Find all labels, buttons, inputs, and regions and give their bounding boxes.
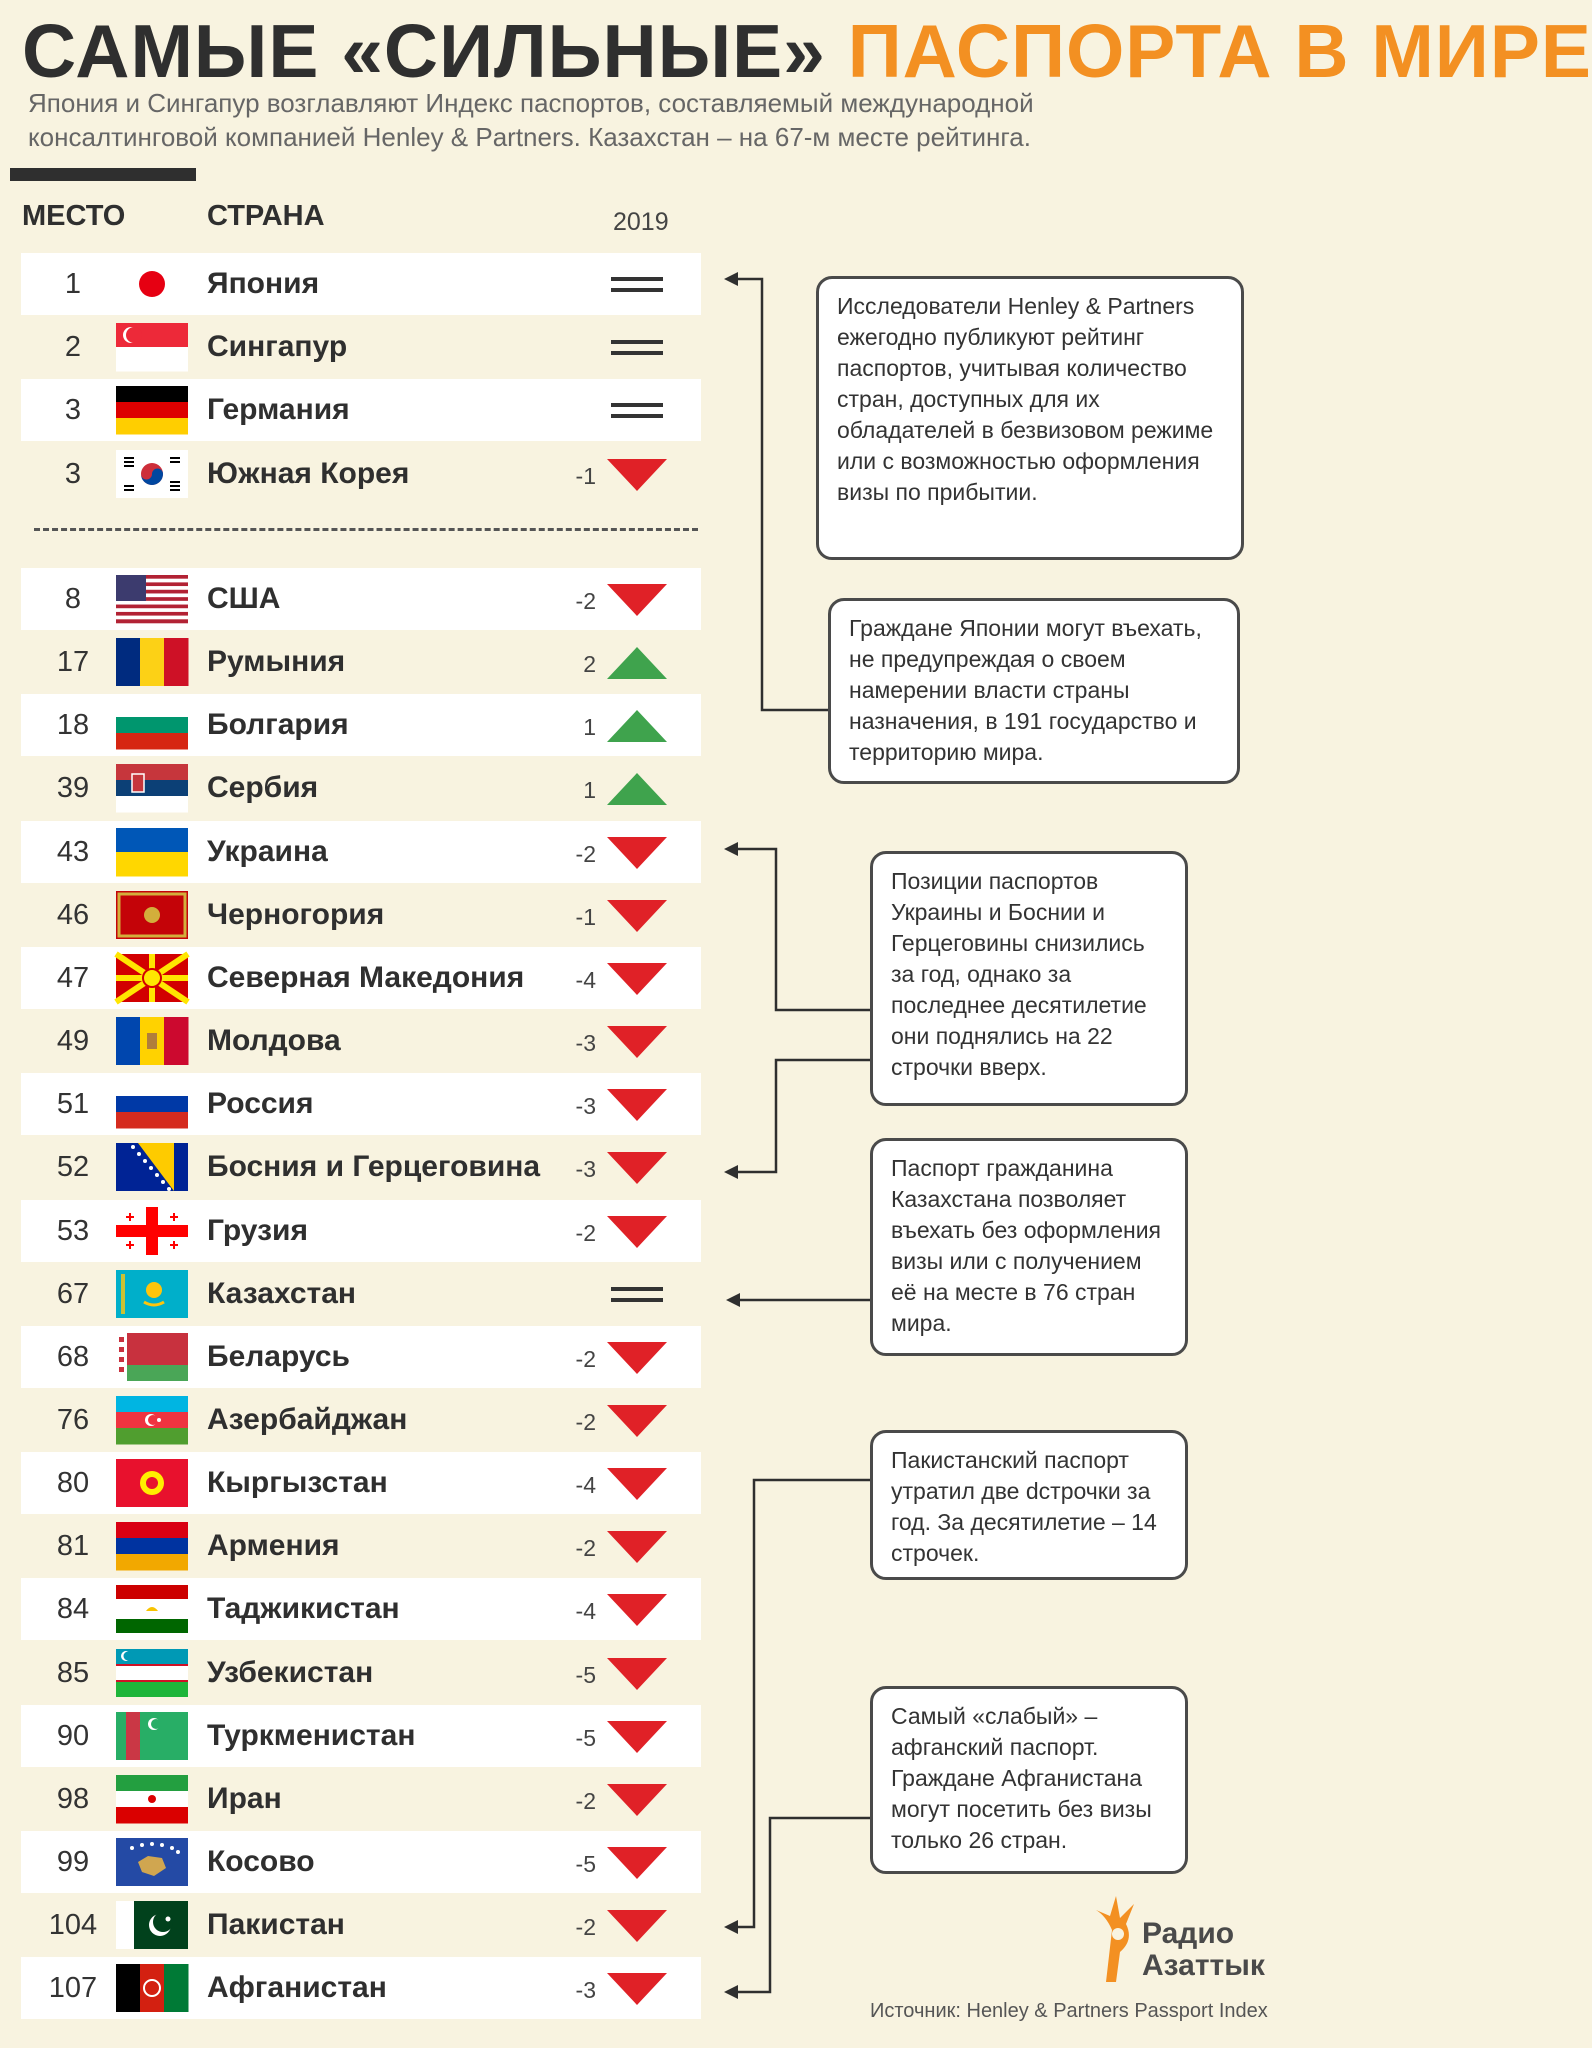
rank: 3 [64, 394, 82, 427]
callout-japan: Граждане Японии могут въехать, не предупреждая о своем намерении власти страны назначения, в 191 государство и территорию мира. [828, 598, 1240, 784]
table-row [21, 443, 701, 505]
flag-iran-icon [116, 1775, 188, 1823]
table-row [21, 1831, 701, 1893]
rank: 53 [56, 1214, 90, 1247]
flag-ukraine-icon [116, 828, 188, 876]
rank-change: -1 [575, 903, 596, 930]
country-name: Болгария [207, 708, 349, 742]
rank-change: -2 [575, 588, 596, 614]
flag-georgia-icon [116, 1207, 188, 1255]
rank: 18 [56, 709, 90, 742]
table-row [21, 1642, 701, 1704]
rank-change: -2 [575, 840, 596, 867]
rank: 17 [56, 646, 90, 679]
table-row [21, 1200, 701, 1262]
flag-japan-icon [116, 260, 188, 308]
rank-change [526, 1265, 596, 1327]
trend-down-icon [604, 1083, 670, 1125]
rank: 2 [64, 331, 82, 364]
rank: 68 [56, 1340, 90, 1373]
rank: 47 [56, 961, 90, 994]
flag-turkmenistan-icon [116, 1712, 188, 1760]
flag-tajikistan-icon [116, 1585, 188, 1633]
table-row [21, 1136, 701, 1198]
table-row [21, 884, 701, 946]
flag-belarus-icon [116, 1333, 188, 1381]
country-name: Казахстан [207, 1276, 357, 1310]
flag-afghanistan-icon [116, 1964, 188, 2012]
table-row [21, 568, 701, 630]
rank-change: -5 [575, 1661, 596, 1688]
country-name: Сингапур [207, 330, 348, 364]
arrow-japan-icon [724, 272, 738, 286]
trend-down-icon [604, 578, 670, 620]
country-name: Туркменистан [207, 1718, 416, 1752]
column-header-year: 2019 [613, 208, 669, 236]
trend-down-icon [604, 1146, 670, 1188]
rank: 8 [64, 583, 82, 615]
table-row [21, 821, 701, 883]
flag-germany-icon [116, 386, 188, 434]
trend-down-icon [604, 957, 670, 999]
rank-change: -2 [575, 1535, 596, 1562]
table-row [21, 1452, 701, 1514]
flag-serbia-icon [116, 764, 188, 812]
rank: 39 [56, 772, 90, 805]
title-orange-part: ПАСПОРТА В МИРЕ [847, 9, 1592, 93]
rank: 51 [56, 1088, 90, 1121]
country-name: Сербия [207, 771, 319, 805]
trend-same-icon [604, 1273, 670, 1315]
rank-change: -2 [575, 1219, 596, 1246]
country-name: Северная Македония [207, 960, 525, 994]
trend-down-icon [604, 1715, 670, 1757]
source-note: Источник: Henley & Partners Passport Index [870, 2000, 1268, 2022]
trend-down-icon [604, 1967, 670, 2009]
trend-down-icon [604, 1020, 670, 1062]
flag-kyrgyzstan-icon [116, 1459, 188, 1507]
country-name: Пакистан [207, 1908, 345, 1942]
column-header-place: МЕСТО [22, 200, 126, 232]
rank-change [526, 381, 596, 443]
rank-change: -3 [575, 1030, 596, 1057]
trend-up-icon [604, 767, 670, 809]
rank: 84 [56, 1593, 90, 1626]
table-row [21, 694, 701, 756]
trend-same-icon [604, 389, 670, 431]
rank-change: -5 [575, 1724, 596, 1751]
country-name: Таджикистан [207, 1592, 400, 1626]
flag-romania-icon [116, 638, 188, 686]
rank: 107 [48, 1972, 98, 2005]
flag-korea-icon [116, 450, 188, 498]
table-row [21, 1894, 701, 1956]
trend-down-icon [604, 1588, 670, 1630]
title-underline [10, 168, 196, 181]
rank-change: -4 [575, 1472, 596, 1499]
rank: 80 [56, 1467, 90, 1500]
rank-change [526, 318, 596, 380]
subtitle: Япония и Сингапур возглавляют Индекс паспортов, составляемый международной консалтинговой компанией Henley & Partners. Казахстан – на 67-м месте рейтинга. [28, 88, 1034, 152]
country-name: Россия [207, 1087, 314, 1121]
flag-bulgaria-icon [116, 701, 188, 749]
rank: 43 [56, 835, 90, 868]
rank-change: -2 [575, 1408, 596, 1435]
country-name: Иран [207, 1781, 282, 1815]
country-name: Япония [207, 267, 320, 300]
table-row [21, 631, 701, 693]
rank-change: 1 [583, 777, 596, 804]
callout-research: Исследователи Henley & Partners ежегодно публикуют рейтинг паспортов, учитывая количество стран, доступных для их обладателей в безвизовом режиме или с возможностью оформления визы по прибытии. [816, 276, 1244, 560]
table-row [21, 1578, 701, 1640]
connector-bosnia [728, 1060, 870, 1172]
country-name: Черногория [207, 897, 385, 931]
callout-ukraine-bosnia: Позиции паспортов Украины и Боснии и Герцеговины снизились за год, однако за последнее десятилетие они поднялись на 22 строчки вверх. [870, 851, 1188, 1106]
flag-armenia-icon [116, 1522, 188, 1570]
page-title [22, 6, 1592, 96]
rank-change [526, 255, 596, 317]
country-name: Южная Корея [207, 456, 410, 490]
country-name: Азербайджан [207, 1402, 408, 1436]
country-name: Армения [207, 1529, 340, 1563]
rank: 104 [48, 1909, 98, 1942]
title-dark-part: САМЫЕ «СИЛЬНЫЕ» [22, 9, 826, 93]
table-row [21, 1957, 701, 2019]
rank: 98 [56, 1782, 90, 1815]
table-row [21, 1326, 701, 1388]
rank-change: -4 [575, 1598, 596, 1625]
flag-singapore-icon [116, 323, 188, 371]
rank: 85 [56, 1656, 90, 1689]
rank: 90 [56, 1719, 90, 1752]
rank-change: -3 [575, 1156, 596, 1183]
table-row [21, 316, 701, 378]
trend-down-icon [604, 831, 670, 873]
trend-up-icon [604, 641, 670, 683]
arrow-pakistan-icon [724, 1920, 738, 1934]
connector-ukraine [728, 849, 870, 1010]
rank: 49 [56, 1025, 90, 1058]
rank: 76 [56, 1403, 90, 1436]
rank-change: -3 [575, 1093, 596, 1120]
rank: 67 [56, 1277, 90, 1310]
country-name: Грузия [207, 1213, 308, 1247]
flag-kosovo-icon [116, 1838, 188, 1886]
table-row [21, 253, 701, 315]
country-name: Беларусь [207, 1339, 350, 1373]
callout-kazakhstan: Паспорт гражданина Казахстана позволяет въехать без оформления визы или с получением её на месте в 76 стран мира. [870, 1138, 1188, 1356]
arrow-ukraine-icon [724, 842, 738, 856]
table-row [21, 1263, 701, 1325]
table-row [21, 757, 701, 819]
trend-down-icon [604, 1652, 670, 1694]
rank: 81 [56, 1530, 90, 1563]
connector-japan [728, 279, 828, 710]
connector-afghanistan [728, 1818, 870, 1992]
flag-moldova-icon [116, 1017, 188, 1065]
table-row [21, 1768, 701, 1830]
logo-text [1142, 1918, 1265, 1982]
trend-down-icon [604, 453, 670, 495]
trend-down-icon [604, 1399, 670, 1441]
trend-down-icon [604, 1841, 670, 1883]
rank-change: -4 [575, 966, 596, 993]
arrow-bosnia-icon [724, 1165, 738, 1179]
rank-change: -2 [575, 1345, 596, 1372]
table-row [21, 379, 701, 441]
rank-change: -2 [575, 1787, 596, 1814]
table-row [21, 1389, 701, 1451]
trend-same-icon [604, 326, 670, 368]
flag-usa-icon [116, 575, 188, 623]
table-row [21, 1010, 701, 1072]
logo-line-2: Азаттык [1142, 1949, 1265, 1982]
callout-pakistan: Пакистанский паспорт утратил две dстрочки за год. За десятилетие – 14 строчек. [870, 1430, 1188, 1580]
trend-up-icon [604, 704, 670, 746]
trend-down-icon [604, 1336, 670, 1378]
trend-down-icon [604, 1904, 670, 1946]
country-name: Германия [207, 393, 350, 427]
rank-change: 2 [583, 651, 596, 678]
flag-azerbaijan-icon [116, 1396, 188, 1444]
rank: 46 [56, 898, 90, 931]
country-name: Косово [207, 1845, 315, 1878]
rank-change: -3 [575, 1977, 596, 2004]
flag-macedonia-icon [116, 954, 188, 1002]
country-name: Босния и Герцеговина [207, 1150, 541, 1184]
rank-change: -2 [575, 1914, 596, 1941]
rank-change: -1 [575, 462, 596, 489]
table-row [21, 1073, 701, 1135]
trend-down-icon [604, 1525, 670, 1567]
trend-down-icon [604, 894, 670, 936]
country-name: США [207, 582, 281, 615]
flag-montenegro-icon [116, 891, 188, 939]
rank: 3 [64, 457, 82, 490]
connector-pakistan [728, 1480, 870, 1927]
top-divider [34, 528, 698, 531]
rank: 52 [56, 1151, 90, 1184]
country-name: Молдова [207, 1024, 341, 1058]
country-name: Узбекистан [207, 1655, 374, 1689]
trend-same-icon [604, 263, 670, 305]
flag-russia-icon [116, 1080, 188, 1128]
rank-change: -5 [575, 1851, 596, 1877]
table-row [21, 1705, 701, 1767]
country-name: Кыргызстан [207, 1466, 388, 1500]
country-name: Афганистан [207, 1971, 387, 2005]
country-name: Украина [207, 834, 328, 868]
table-row [21, 1515, 701, 1577]
flag-pakistan-icon [116, 1901, 188, 1949]
rank-change: 1 [583, 714, 596, 741]
rank: 1 [64, 268, 82, 300]
trend-down-icon [604, 1778, 670, 1820]
flag-bosnia-icon [116, 1143, 188, 1191]
flag-uzbekistan-icon [116, 1649, 188, 1697]
trend-down-icon [604, 1210, 670, 1252]
table-row [21, 947, 701, 1009]
rank: 99 [56, 1846, 90, 1878]
column-header-country: СТРАНА [207, 200, 325, 232]
flag-kazakhstan-icon [116, 1270, 188, 1318]
arrow-afghanistan-icon [724, 1985, 738, 1999]
logo-line-1: Радио [1142, 1917, 1235, 1950]
trend-down-icon [604, 1462, 670, 1504]
country-name: Румыния [207, 645, 346, 679]
callout-afghanistan: Самый «слабый» – афганский паспорт. Граждане Афганистана могут посетить без визы только 26 стран. [870, 1686, 1188, 1874]
arrow-kazakhstan-icon [726, 1293, 740, 1307]
